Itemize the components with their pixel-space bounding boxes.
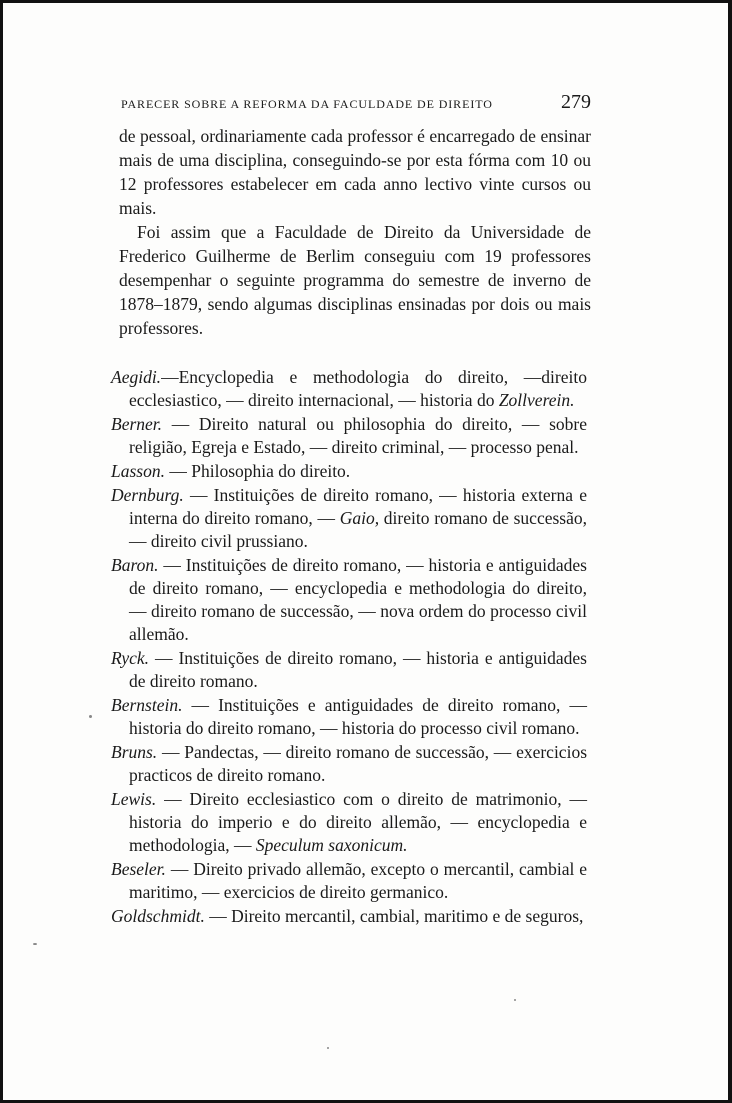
list-item: [111, 694, 587, 740]
page-number: 279: [561, 91, 591, 113]
list-item: [111, 858, 587, 904]
course-list: — Instituições e antiguidades de direito romano, — historia do direito romano, — historia do processo civil romano.: [129, 695, 587, 738]
paragraph-berlin: Foi assim que a Faculdade de Direito da Universidade de Frederico Guilherme de Berlim conseguiu com 19 professores desempenhar o seguinte programma do semestre de inverno de 1878–1879, sendo algumas disciplinas ensinadas por dois ou mais professores.: [119, 222, 591, 338]
course-list: — Instituições de direito romano, — historia e antiguidades de direito romano.: [129, 648, 587, 691]
list-item: [111, 460, 587, 483]
course-italic: Speculum saxonicum.: [255, 835, 408, 855]
professor-list: [111, 366, 587, 929]
list-item: [111, 484, 587, 553]
professor-name: Bruns.: [111, 742, 158, 762]
course-tail: direito romano de successão, — direito civil prussiano.: [129, 508, 587, 551]
professor-name: Aegidi.: [111, 367, 162, 387]
running-head: PARECER SOBRE A REFORMA DA FACULDADE DE DIREITO: [121, 97, 493, 111]
professor-name: Dernburg.: [111, 485, 184, 505]
list-item: [111, 413, 587, 459]
list-item: [111, 366, 587, 412]
list-item: [111, 905, 587, 928]
course-list: — Instituições de direito romano, — historia e antiguidades de direito romano, — encyclopedia e methodologia do direito, — direito romano de successão, — nova ordem do processo civil allemão.: [129, 555, 587, 644]
list-item: [111, 741, 587, 787]
professor-name: Lasson.: [111, 461, 165, 481]
professor-name: Berner.: [111, 414, 163, 434]
course-list: —Encyclopedia e methodologia do direito, —direito ecclesiastico, — direito internacional, — historia do: [129, 367, 587, 410]
list-item: [111, 647, 587, 693]
paper-speck: [89, 715, 92, 718]
body-text: [119, 124, 591, 340]
list-item: [111, 554, 587, 646]
course-list: — Direito mercantil, cambial, maritimo e de seguros,: [204, 906, 584, 926]
course-list: — Pandectas, — direito romano de successão, — exercicios practicos de direito romano.: [129, 742, 587, 785]
course-italic: Zollverein.: [498, 390, 575, 410]
professor-name: Lewis.: [111, 789, 157, 809]
list-item: [111, 788, 587, 857]
paper-speck: [327, 1047, 329, 1049]
professor-name: Bernstein.: [111, 695, 183, 715]
paragraph-continuation: de pessoal, ordinariamente cada professor é encarregado de ensinar mais de uma disciplina, conseguindo-se por esta fórma com 10 ou 12 professores estabelecer em cada anno lectivo vinte cursos ou mais.: [119, 126, 591, 218]
professor-name: Goldschmidt.: [111, 906, 205, 926]
course-italic: Gaio,: [339, 508, 380, 528]
page-header: [121, 91, 591, 114]
course-list: — Philosophia do direito.: [164, 461, 351, 481]
professor-name: Beseler.: [111, 859, 166, 879]
professor-name: Baron.: [111, 555, 159, 575]
course-list: — Instituições de direito romano, — historia externa e interna do direito romano, —: [129, 485, 587, 528]
paper-speck: [514, 999, 516, 1001]
course-list: — Direito natural ou philosophia do direito, — sobre religião, Egreja e Estado, — direito criminal, — processo penal.: [129, 414, 587, 457]
course-list: — Direito ecclesiastico com o direito de matrimonio, — historia do imperio e do direito allemão, — encyclopedia e methodologia, —: [129, 789, 587, 855]
professor-name: Ryck.: [111, 648, 150, 668]
paper-speck: [33, 943, 37, 945]
course-list: — Direito privado allemão, excepto o mercantil, cambial e maritimo, — exercicios de direito germanico.: [129, 859, 587, 902]
